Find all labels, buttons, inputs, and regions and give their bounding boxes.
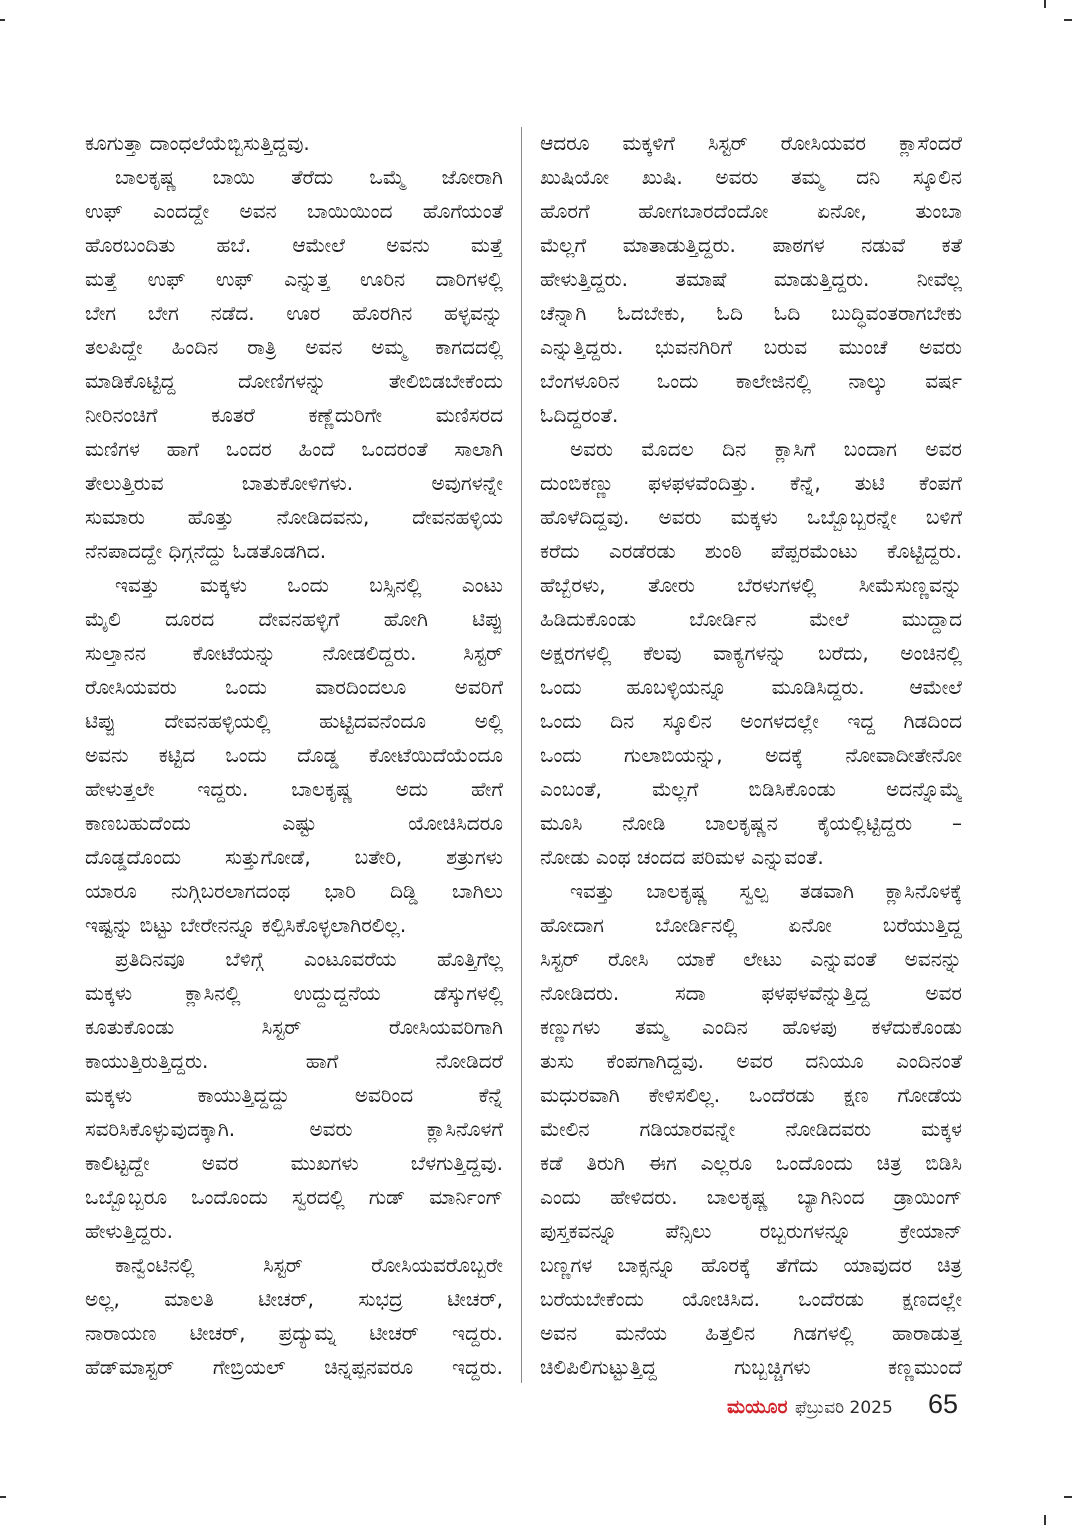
issue-date: ಫೆಬ್ರುವರಿ 2025: [795, 1398, 893, 1418]
text-line: ಕಾಯುತ್ತಿರುತ್ತಿದ್ದರು. ಹಾಗೆ ನೋಡಿದರೆ: [85, 1049, 503, 1073]
text-line: ಮಕ್ಕಳು ಕಾಯುತ್ತಿದ್ದದ್ದು ಅವರಿಂದ ಕೆನ್ನೆ: [85, 1083, 503, 1107]
text-line: ಹೇಳುತ್ತಿದ್ದರು. ತಮಾಷೆ ಮಾಡುತ್ತಿದ್ದರು. ನೀವೆಲ್ಲ: [540, 267, 962, 291]
text-line: ಸುಮಾರು ಹೊತ್ತು ನೋಡಿದವನು, ದೇವನಹಳ್ಳಿಯ: [85, 505, 503, 529]
text-line: ಮಧುರವಾಗಿ ಕೇಳಿಸಲಿಲ್ಲ. ಒಂದೆರಡು ಕ್ಷಣ ಗೋಡೆಯ: [540, 1083, 962, 1107]
text-line: ಒಂದು ಗುಲಾಬಿಯನ್ನು, ಅದಕ್ಕೆ ನೋವಾದೀತೇನೋ: [540, 743, 962, 767]
text-line: ಬಾಲಕೃಷ್ಣ ಬಾಯಿ ತೆರೆದು ಒಮ್ಮೆ ಜೋರಾಗಿ: [115, 165, 503, 189]
crop-mark: [1044, 0, 1046, 8]
paragraph: [540, 432, 962, 874]
text-line: ಚಿಲಿಪಿಲಿಗುಟ್ಟುತ್ತಿದ್ದ ಗುಬ್ಬಚ್ಚಿಗಳು ಕಣ್ಣಮುಂದೆ: [540, 1355, 962, 1379]
text-line: ಹೆಡ್‌ಮಾಸ್ಟರ್ ಗೇಬ್ರಿಯಲ್ ಚಿನ್ನಪ್ಪನವರೂ ಇದ್ದರು.: [85, 1355, 503, 1379]
text-line: ಹೇಳುತ್ತಿದ್ದರು.: [85, 1219, 173, 1243]
text-column-left: [85, 126, 503, 1384]
text-line: ಒಬ್ಬೊಬ್ಬರೂ ಒಂದೊಂದು ಸ್ವರದಲ್ಲಿ ಗುಡ್ ಮಾರ್ನಿಂಗ್: [85, 1185, 503, 1209]
text-line: ಒಂದು ದಿನ ಸ್ಕೂಲಿನ ಅಂಗಳದಲ್ಲೇ ಇದ್ದ ಗಿಡದಿಂದ: [540, 709, 962, 733]
text-line: ಚೆನ್ನಾಗಿ ಓದಬೇಕು, ಓದಿ ಓದಿ ಬುದ್ಧಿವಂತರಾಗಬೇಕು: [540, 301, 962, 325]
text-line: ಹೊರಗೆ ಹೋಗಬಾರದೆಂದೋ ಏನೋ, ತುಂಬಾ: [540, 199, 962, 223]
text-line: ಮತ್ತೆ ಉಫ್ ಉಫ್ ಎನ್ನುತ್ತ ಊರಿನ ದಾರಿಗಳಲ್ಲಿ: [85, 267, 503, 291]
text-line: ಬೆಂಗಳೂರಿನ ಒಂದು ಕಾಲೇಜಿನಲ್ಲಿ ನಾಲ್ಕು ವರ್ಷ: [540, 369, 962, 393]
text-line: ಇಷ್ಟನ್ನು ಬಿಟ್ಟು ಬೇರೇನನ್ನೂ ಕಲ್ಪಿಸಿಕೊಳ್ಳಲಾಗಿರಲಿಲ್ಲ.: [85, 913, 407, 937]
text-line: ನೆನಪಾದದ್ದೇ ಧಿಗ್ಗನೆದ್ದು ಓಡತೊಡಗಿದ.: [85, 539, 327, 563]
text-line: ಹೊರಬಂದಿತು ಹಬೆ. ಆಮೇಲೆ ಅವನು ಮತ್ತೆ: [85, 233, 503, 257]
text-line: ಮಕ್ಕಳು ಕ್ಲಾಸಿನಲ್ಲಿ ಉದ್ದುದ್ದನೆಯ ಡೆಸ್ಕುಗಳಲ್ಲಿ: [85, 981, 503, 1005]
paragraph: [85, 126, 503, 160]
paragraph: [85, 568, 503, 942]
text-line: ರೋಸಿಯವರು ಒಂದು ವಾರದಿಂದಲೂ ಅವರಿಗೆ: [85, 675, 503, 699]
text-line: ದುಂಬಿಕಣ್ಣು ಫಳಫಳವೆಂದಿತ್ತು. ಕೆನ್ನೆ, ತುಟಿ ಕೆಂಪಗೆ: [540, 471, 962, 495]
text-line: ಖುಷಿಯೋ ಖುಷಿ. ಅವರು ತಮ್ಮ ದನಿ ಸ್ಕೂಲಿನ: [540, 165, 962, 189]
text-line: ನೋಡಿದರು. ಸದಾ ಫಳಫಳವೆನ್ನುತ್ತಿದ್ದ ಅವರ: [540, 981, 962, 1005]
text-line: ಮೈಲಿ ದೂರದ ದೇವನಹಳ್ಳಿಗೆ ಹೋಗಿ ಟಿಪ್ಪು: [85, 607, 503, 631]
text-line: ಮಾಡಿಕೊಟ್ಟಿದ್ದ ದೋಣಿಗಳನ್ನು ತೇಲಿಬಿಡಬೇಕೆಂದು: [85, 369, 503, 393]
text-line: ಯಾರೂ ನುಗ್ಗಿಬರಲಾಗದಂಥ ಭಾರಿ ದಿಡ್ಡಿ ಬಾಗಿಲು: [85, 879, 503, 903]
text-line: ಅವನ ಮನೆಯ ಹಿತ್ತಲಿನ ಗಿಡಗಳಲ್ಲಿ ಹಾರಾಡುತ್ತ: [540, 1321, 962, 1345]
text-line: ಅವನು ಕಟ್ಟಿದ ಒಂದು ದೊಡ್ಡ ಕೋಟೆಯಿದೆಯೆಂದೂ: [85, 743, 503, 767]
crop-mark: [0, 19, 5, 21]
text-line: ಸವರಿಸಿಕೊಳ್ಳುವುದಕ್ಕಾಗಿ. ಅವರು ಕ್ಲಾಸಿನೊಳಗೆ: [85, 1117, 503, 1141]
text-line: ಹೊಳೆದಿದ್ದವು. ಅವರು ಮಕ್ಕಳು ಒಬ್ಬೊಬ್ಬರನ್ನೇ ಬಳಿಗೆ: [540, 505, 962, 529]
text-line: ಟಿಪ್ಪು ದೇವನಹಳ್ಳಿಯಲ್ಲಿ ಹುಟ್ಟಿದವನೆಂದೂ ಅಲ್ಲಿ: [85, 709, 503, 733]
crop-mark: [1044, 1515, 1046, 1525]
text-line: ನಾರಾಯಣ ಟೀಚರ್, ಪ್ರದ್ಯುಮ್ನ ಟೀಚರ್ ಇದ್ದರು.: [85, 1321, 503, 1345]
text-line: ಹೆಬ್ಬೆರಳು, ತೋರು ಬೆರಳುಗಳಲ್ಲಿ ಸೀಮೆಸುಣ್ಣವನ್ನು: [540, 573, 962, 597]
paragraph: [85, 1248, 503, 1384]
paragraph: [540, 874, 962, 1384]
text-line: ಅವರು ಮೊದಲ ದಿನ ಕ್ಲಾಸಿಗೆ ಬಂದಾಗ ಅವರ: [570, 437, 962, 461]
text-line: ದೊಡ್ಡದೊಂದು ಸುತ್ತುಗೋಡೆ, ಬತೇರಿ, ಶತ್ರುಗಳು: [85, 845, 503, 869]
text-line: ಮೂಸಿ ನೋಡಿ ಬಾಲಕೃಷ್ಣನ ಕೈಯಲ್ಲಿಟ್ಟಿದ್ದರು –: [540, 811, 962, 835]
text-line: ಕೂಗುತ್ತಾ ದಾಂಧಲೆಯೆಬ್ಬಿಸುತ್ತಿದ್ದವು.: [85, 131, 310, 155]
text-line: ಹೋದಾಗ ಬೋರ್ಡಿನಲ್ಲಿ ಏನೋ ಬರೆಯುತ್ತಿದ್ದ: [540, 913, 962, 937]
text-line: ಮೇಲಿನ ಗಡಿಯಾರವನ್ನೇ ನೋಡಿದವರು ಮಕ್ಕಳ: [540, 1117, 962, 1141]
text-line: ಇವತ್ತು ಮಕ್ಕಳು ಒಂದು ಬಸ್ಸಿನಲ್ಲಿ ಎಂಟು: [115, 573, 503, 597]
text-column-right: [540, 126, 962, 1384]
text-line: ನೀರಿನಂಚಿಗೆ ಕೂತರೆ ಕಣ್ಣೆದುರಿಗೇ ಮಣಿಸರದ: [85, 403, 503, 427]
crop-mark: [1064, 1496, 1072, 1498]
text-line: ಬರೆಯಬೇಕೆಂದು ಯೋಚಿಸಿದ. ಒಂದೆರಡು ಕ್ಷಣದಲ್ಲೇ: [540, 1287, 962, 1311]
text-line: ತೇಲುತ್ತಿರುವ ಬಾತುಕೋಳಿಗಳು. ಅವುಗಳನ್ನೇ: [85, 471, 503, 495]
crop-mark: [0, 1496, 6, 1498]
text-line: ನೋಡು ಎಂಥ ಚಂದದ ಪರಿಮಳ ಎನ್ನುವಂತೆ.: [540, 845, 824, 869]
crop-mark: [1064, 19, 1072, 21]
text-line: ಕಣ್ಣುಗಳು ತಮ್ಮ ಎಂದಿನ ಹೊಳಪು ಕಳೆದುಕೊಂಡು: [540, 1015, 962, 1039]
text-line: ಅಕ್ಷರಗಳಲ್ಲಿ ಕೆಲವು ವಾಕ್ಯಗಳನ್ನು ಬರೆದು, ಅಂಚಿನಲ್ಲಿ: [540, 641, 962, 665]
paragraph: [85, 160, 503, 568]
text-line: ಅಲ್ಲ, ಮಾಲತಿ ಟೀಚರ್, ಸುಭದ್ರ ಟೀಚರ್,: [85, 1287, 503, 1311]
text-line: ಒಂದು ಹೂಬಳ್ಳಿಯನ್ನೂ ಮೂಡಿಸಿದ್ದರು. ಆಮೇಲೆ: [540, 675, 962, 699]
paragraph: [540, 126, 962, 432]
magazine-logo: ಮಯೂರ: [727, 1396, 788, 1418]
text-line: ಎನ್ನುತ್ತಿದ್ದರು. ಭುವನಗಿರಿಗೆ ಬರುವ ಮುಂಚೆ ಅವರು: [540, 335, 962, 359]
text-line: ಪ್ರತಿದಿನವೂ ಬೆಳಿಗ್ಗೆ ಎಂಟೂವರೆಯ ಹೊತ್ತಿಗೆಲ್ಲ: [115, 947, 503, 971]
page-number: 65: [928, 1389, 959, 1419]
text-line: ತುಸು ಕೆಂಪಗಾಗಿದ್ದವು. ಅವರ ದನಿಯೂ ಎಂದಿನಂತೆ: [540, 1049, 962, 1073]
text-line: ಮೆಲ್ಲಗೆ ಮಾತಾಡುತ್ತಿದ್ದರು. ಪಾಠಗಳ ನಡುವೆ ಕತೆ: [540, 233, 962, 257]
text-line: ಬೇಗ ಬೇಗ ನಡೆದ. ಊರ ಹೊರಗಿನ ಹಳ್ಳವನ್ನು: [85, 301, 503, 325]
text-line: ಕರೆದು ಎರಡೆರಡು ಶುಂಠಿ ಪೆಪ್ಪರಮೆಂಟು ಕೊಟ್ಟಿದ್ದರು.: [540, 539, 962, 563]
paragraph: [85, 942, 503, 1248]
column-divider: [521, 127, 522, 1383]
text-line: ಪುಸ್ತಕವನ್ನೂ ಪೆನ್ಸಿಲು ರಬ್ಬರುಗಳನ್ನೂ ಕ್ರೇಯಾನ್: [540, 1219, 962, 1243]
text-line: ಕಾಲಿಟ್ಟದ್ದೇ ಅವರ ಮುಖಗಳು ಬೆಳಗುತ್ತಿದ್ದವು.: [85, 1151, 503, 1175]
text-line: ಹೇಳುತ್ತಲೇ ಇದ್ದರು. ಬಾಲಕೃಷ್ಣ ಅದು ಹೇಗೆ: [85, 777, 503, 801]
text-line: ಆದರೂ ಮಕ್ಕಳಿಗೆ ಸಿಸ್ಟರ್ ರೋಸಿಯವರ ಕ್ಲಾಸೆಂದರೆ: [540, 131, 962, 155]
text-line: ಬಣ್ಣಗಳ ಬಾಕ್ಸನ್ನೂ ಹೊರಕ್ಕೆ ತೆಗೆದು ಯಾವುದರ ಚಿತ್ರ: [540, 1253, 962, 1277]
text-line: ಉಫ್ ಎಂದದ್ದೇ ಅವನ ಬಾಯಿಯಿಂದ ಹೊಗೆಯಂತೆ: [85, 199, 503, 223]
text-line: ಮಣಿಗಳ ಹಾಗೆ ಒಂದರ ಹಿಂದೆ ಒಂದರಂತೆ ಸಾಲಾಗಿ: [85, 437, 503, 461]
text-line: ಕಾನ್ವೆಂಟಿನಲ್ಲಿ ಸಿಸ್ಟರ್ ರೋಸಿಯವರೊಬ್ಬರೇ: [115, 1253, 503, 1277]
text-line: ಕಡೆ ತಿರುಗಿ ಈಗ ಎಲ್ಲರೂ ಒಂದೊಂದು ಚಿತ್ರ ಬಿಡಿಸಿ: [540, 1151, 962, 1175]
text-line: ಸಿಸ್ಟರ್ ರೋಸಿ ಯಾಕೆ ಲೇಟು ಎನ್ನುವಂತೆ ಅವನನ್ನು: [540, 947, 962, 971]
text-line: ತಲಪಿದ್ದೇ ಹಿಂದಿನ ರಾತ್ರಿ ಅವನ ಅಮ್ಮ ಕಾಗದದಲ್ಲಿ: [85, 335, 503, 359]
text-line: ಸುಲ್ತಾನನ ಕೋಟೆಯನ್ನು ನೋಡಲಿದ್ದರು. ಸಿಸ್ಟರ್: [85, 641, 503, 665]
text-line: ಹಿಡಿದುಕೊಂಡು ಬೋರ್ಡಿನ ಮೇಲೆ ಮುದ್ದಾದ: [540, 607, 962, 631]
text-line: ಕೂತುಕೊಂಡು ಸಿಸ್ಟರ್ ರೋಸಿಯವರಿಗಾಗಿ: [85, 1015, 503, 1039]
text-line: ಇವತ್ತು ಬಾಲಕೃಷ್ಣ ಸ್ವಲ್ಪ ತಡವಾಗಿ ಕ್ಲಾಸಿನೊಳಕ್ಕೆ: [570, 879, 962, 903]
text-line: ಎಂಬಂತೆ, ಮೆಲ್ಲಗೆ ಬಿಡಿಸಿಕೊಂಡು ಅದನ್ನೊಮ್ಮೆ: [540, 777, 962, 801]
text-line: ಕಾಣಬಹುದೆಂದು ಎಷ್ಟು ಯೋಚಿಸಿದರೂ: [85, 811, 503, 835]
text-line: ಓದಿದ್ದರಂತೆ.: [540, 403, 619, 427]
text-line: ಎಂದು ಹೇಳಿದರು. ಬಾಲಕೃಷ್ಣ ಬ್ಯಾಗಿನಿಂದ ಡ್ರಾಯಿಂಗ್: [540, 1185, 962, 1209]
